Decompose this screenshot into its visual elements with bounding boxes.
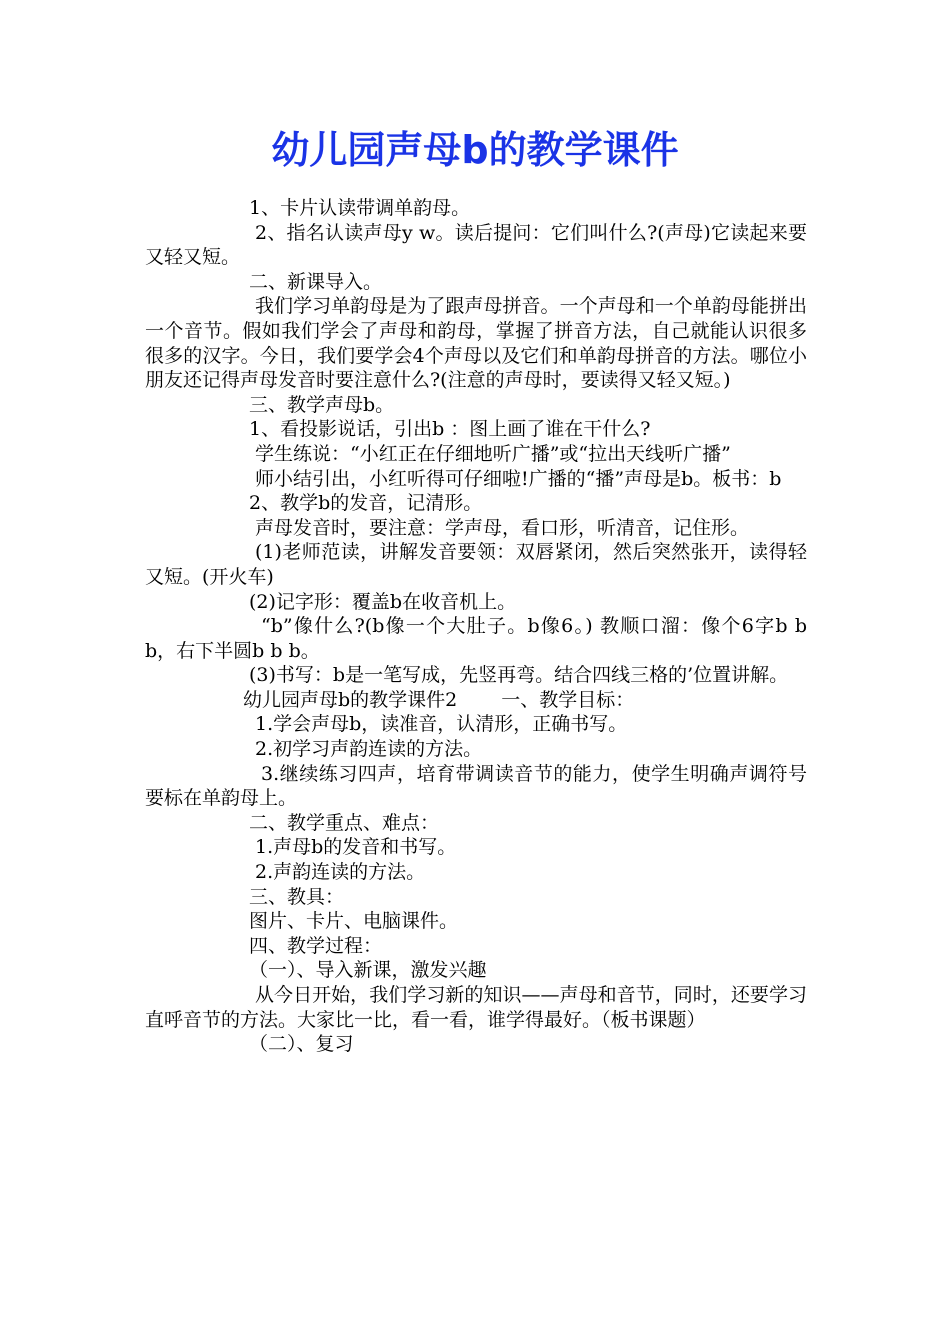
paragraph: 三、教学声母b。 [249,393,395,416]
paragraph: 从今日开始，我们学习新的知识——声母和音节，同时，还要学习直呼音节的方法。大家比一比，看一看，谁学得最好。（板书课题） [145,984,807,1031]
paragraph: 2、教学b的发音，记清形。 [249,492,483,515]
paragraph: 1.学会声母b，读准音，认清形，正确书写。 [255,713,628,736]
paragraph: (1)老师范读，讲解发音要领：双唇紧闭，然后突然张开，读得轻又短。(开火车) [145,541,807,588]
paragraph: 二、教学重点、难点： [249,811,440,834]
paragraph: 师小结引出，小红听得可仔细啦!广播的“播”声母是b。板书：b [255,467,782,490]
paragraph: （二）、复习 [249,1033,354,1056]
paragraph: 2.声韵连读的方法。 [255,861,426,884]
paragraph: 四、教学过程： [249,934,383,957]
paragraph: 2、指名认读声母y w。读后提问：它们叫什么?(声母)它读起来要又轻又短。 [145,221,807,269]
paragraph: 1、看投影说话，引出b ：图上画了谁在干什么? [249,418,651,441]
paragraph: (3)书写：b是一笔写成，先竖再弯。结合四线三格的’位置讲解。 [249,664,789,687]
paragraph: “b”像什么?(b像一个大肚子。b像6。) 教顺口溜：像个6字b b b，右下半圆b b b。 [145,615,807,662]
document-body [145,196,807,1057]
paragraph: 2.初学习声韵连读的方法。 [255,738,483,761]
paragraph: 1、卡片认读带调单韵母。 [249,197,471,219]
paragraph: 学生练说：“小红正在仔细地听广播”或“拉出天线听广播” [255,442,731,465]
paragraph: （一）、导入新课，激发兴趣 [249,959,487,982]
paragraph: 3.继续练习四声，培育带调读音节的能力，使学生明确声调符号要标在单韵母上。 [145,762,807,810]
paragraph: 1.声母b的发音和书写。 [255,836,457,859]
paragraph: 幼儿园声母b的教学课件2 一、教学目标： [243,688,635,711]
paragraph: 三、教具： [249,885,345,908]
paragraph: 声母发音时，要注意：学声母，看口形，听清音，记住形。 [255,516,750,539]
paragraph: 二、新课导入。 [249,270,383,293]
paragraph: 我们学习单韵母是为了跟声母拼音。一个声母和一个单韵母能拼出一个音节。假如我们学会了声母和韵母，掌握了拼音方法，自己就能认识很多很多的汉字。今日，我们要学会4个声母以及它们和单韵母拼音的方法。哪位小朋友还记得声母发音时要注意什么?(注意的声母时，要读得又轻又短。) [145,295,807,392]
paragraph: 图片、卡片、电脑课件。 [249,910,459,933]
document-title: 幼儿园声母b的教学课件 [271,128,679,172]
paragraph: (2)记字形：覆盖b在收音机上。 [249,590,517,613]
